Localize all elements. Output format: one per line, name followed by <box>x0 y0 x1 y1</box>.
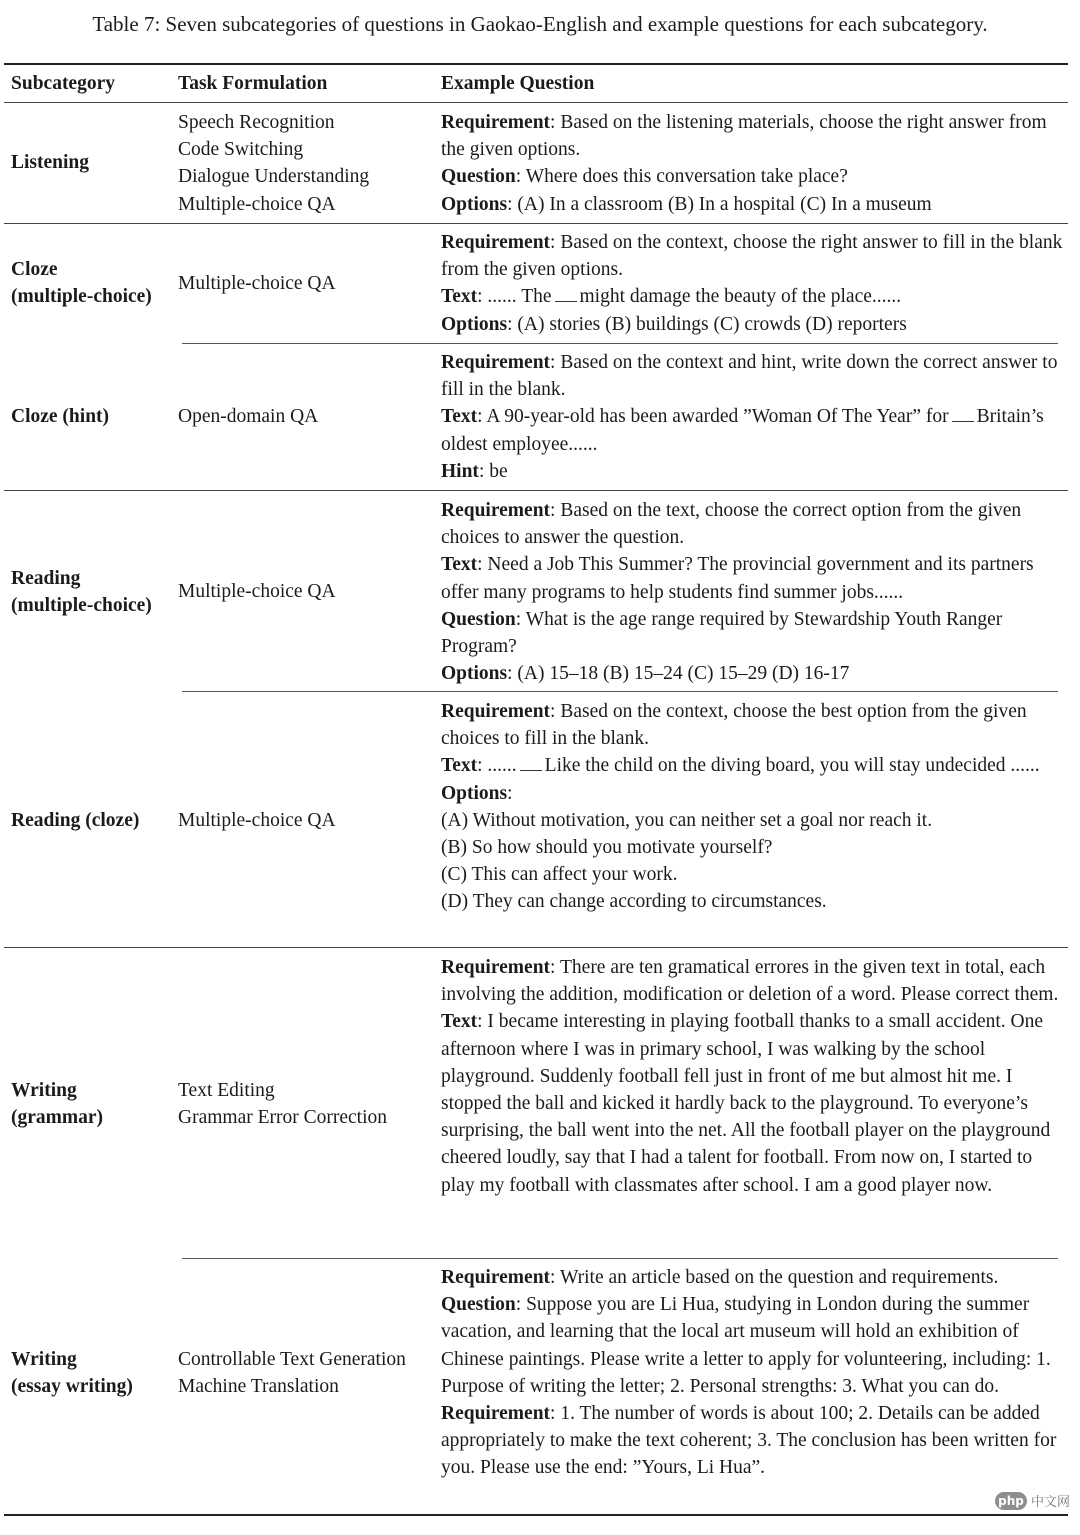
answer-blank <box>555 288 577 302</box>
row-reading-cloze-tasks: Multiple-choice QA <box>178 810 336 831</box>
row-reading-mc-subcategory: Reading (multiple-choice) <box>11 568 152 617</box>
header-example-question: Example Question <box>441 73 595 94</box>
row-writing-grammar-subcategory: Writing (grammar) <box>11 1080 104 1129</box>
row-cloze-mc-subcategory: Cloze (multiple-choice) <box>11 259 152 308</box>
row-rule <box>4 490 1068 491</box>
row-writing-essay-tasks: Controllable Text Generation Machine Translation <box>178 1349 406 1398</box>
row-reading-mc-example: Requirement: Based on the text, choose the correct option from the given choices to answer the question. Text: Need a Job This Summer? The provincial government and its partners offer many programs to help students find summer jobs...... Question: What is the age range required by Stewardship Youth Ranger Program? Options: (A) 15–18 (B) 15–24 (C) 15–29 (D) 16-17 <box>441 500 1034 685</box>
row-cloze-hint-tasks: Open-domain QA <box>178 406 319 427</box>
header-rule <box>4 102 1068 103</box>
header-task-formulation: Task Formulation <box>178 73 328 94</box>
row-listening-subcategory: Listening <box>11 152 90 173</box>
row-writing-grammar-example: Requirement: There are ten gramatical errores in the given text in total, each involving the addition, modification or deletion of a word. Please correct them. Text: I became interesting in playing football thanks to a small accident. One afternoon where I was in primary school, I was walking by the school playground. Suddenly football fell just in front of me but almost hit me. I stopped the ball and kicked it hardly back to the playground. To everyone’s surprising, the ball went into the net. All the football player on the playground cheered loudly, say that I had a talent for football. From now on, I started to play my football with classmates after school. I am a good player now. <box>441 957 1059 1196</box>
row-subrule <box>182 343 1058 344</box>
watermark <box>995 1491 1070 1510</box>
row-subrule <box>182 1258 1058 1259</box>
answer-blank <box>952 408 974 422</box>
row-reading-cloze-subcategory: Reading (cloze) <box>11 810 140 831</box>
bottom-rule <box>4 1514 1068 1516</box>
row-reading-mc-tasks: Multiple-choice QA <box>178 581 336 602</box>
row-writing-essay-subcategory: Writing (essay writing) <box>11 1349 133 1398</box>
row-cloze-hint-subcategory: Cloze (hint) <box>11 406 110 427</box>
row-writing-grammar-tasks: Text Editing Grammar Error Correction <box>178 1080 387 1129</box>
row-subrule <box>182 691 1058 692</box>
row-writing-essay-example: Requirement: Write an article based on the question and requirements. Question: Suppose you are Li Hua, studying in London during the summer vacation, and learning that the local art museum will hold an exhibition of Chinese paintings. Please write a letter to apply for volunteering, including: 1. Purpose of writing the letter; 2. Personal strengths: 3. What you can do. Requirement: 1. The number of words is about 100; 2. Details can be added appropriately to make the text coherent; 3. The conclusion has been written for you. Please use the end: ”Yours, Li Hua”. <box>441 1267 1057 1479</box>
row-cloze-mc-tasks: Multiple-choice QA <box>178 273 336 294</box>
table-caption: Table 7: Seven subcategories of questions in Gaokao-English and example questions for each subcategory. <box>92 12 988 36</box>
header-subcategory: Subcategory <box>11 73 115 94</box>
watermark-text: 中文网 <box>1030 1495 1070 1510</box>
row-cloze-mc-example: Requirement: Based on the context, choose the right answer to fill in the blank from the given options. Text: ...... The might damage the beauty of the place...... Options: (A) stories (B) buildings (C) crowds (D) reporters <box>441 232 1063 335</box>
row-rule <box>4 947 1068 948</box>
row-listening-tasks: Speech Recognition Code Switching Dialogue Understanding Multiple-choice QA <box>178 112 370 215</box>
top-rule <box>4 63 1068 65</box>
row-rule <box>4 223 1068 224</box>
row-reading-cloze-example: Requirement: Based on the context, choose the best option from the given choices to fill in the blank. Text: ...... Like the child on the diving board, you will stay undecided ...... Options: (A) Without motivation, you can neither set a goal nor reach it. (B) So how should you motivate yourself? (C) This can affect your work. (D) They can change according to circumstances. <box>441 701 1040 913</box>
php-logo-icon: php <box>995 1492 1027 1510</box>
row-cloze-hint-example: Requirement: Based on the context and hint, write down the correct answer to fill in the blank. Text: A 90-year-old has been awarded ”Woman Of The Year” for Britain’s oldest employee...... Hint: be <box>441 352 1058 482</box>
row-listening-example: Requirement: Based on the listening materials, choose the right answer from the given options. Question: Where does this conversation take place? Options: (A) In a classroom (B) In a hospital (C) In a museum <box>441 112 1047 215</box>
answer-blank <box>520 757 542 771</box>
